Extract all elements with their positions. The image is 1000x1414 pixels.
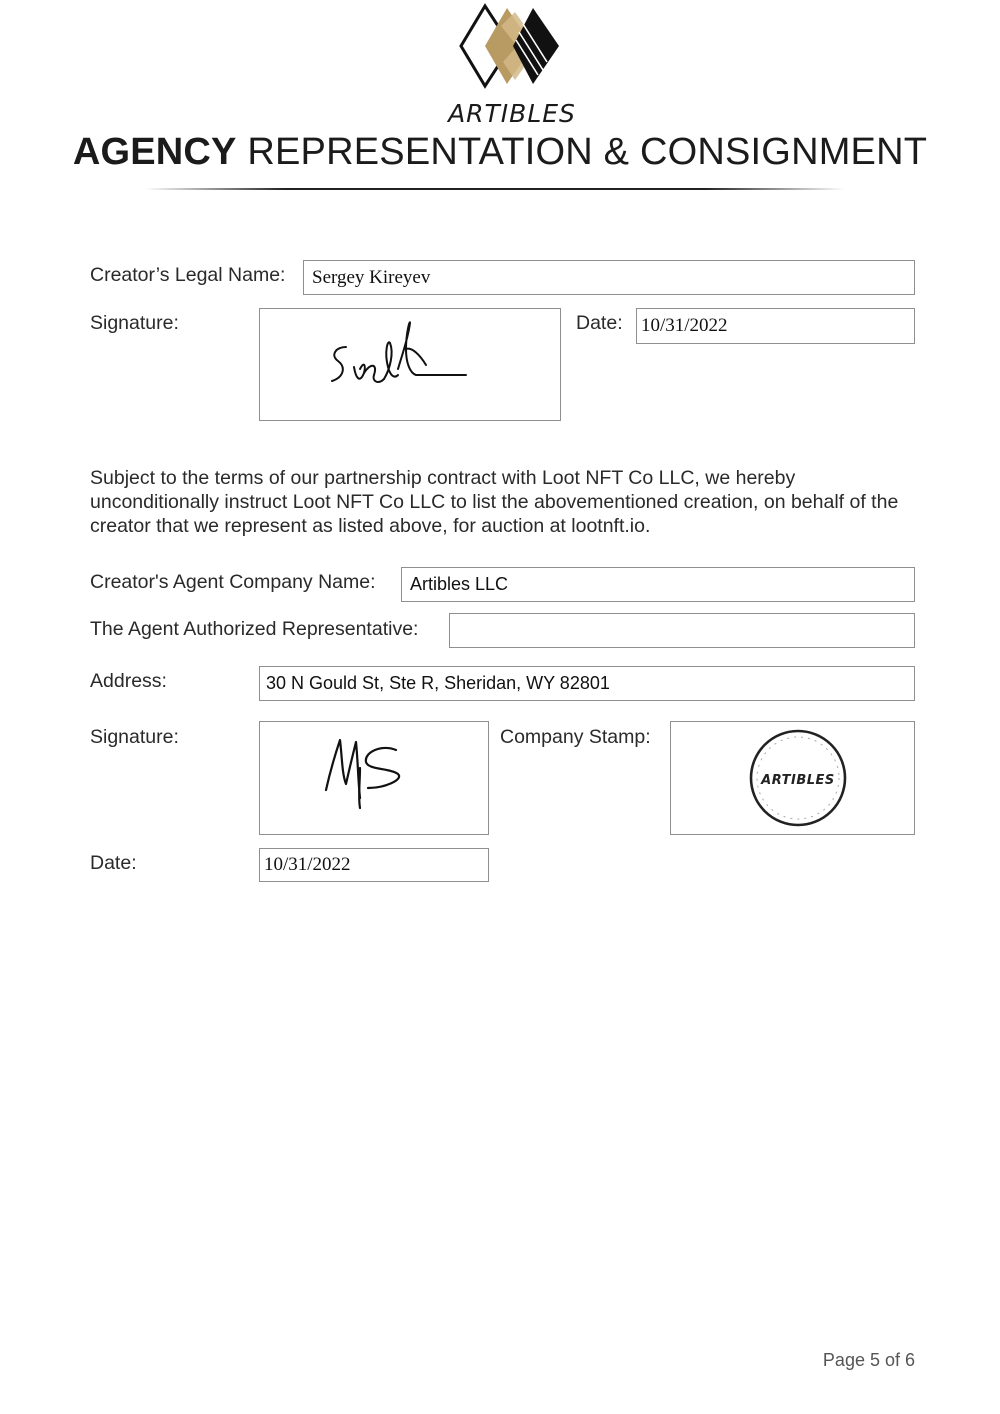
consignment-statement: Subject to the terms of our partnership contract with Loot NFT Co LLC, we hereby unconditionally instruct Loot NFT Co LLC to list the abovementioned creation, on behalf of the creator that we represent as listed above, for auction at lootnft.io. — [90, 467, 899, 537]
agent-company-label: Creator's Agent Company Name: — [90, 571, 376, 593]
creator-date-field[interactable]: 10/31/2022 — [636, 308, 915, 344]
legal-name-field[interactable]: Sergey Kireyev — [303, 260, 915, 295]
page-number: Page 5 of 6 — [822, 1350, 915, 1370]
title-rest: REPRESENTATION & CONSIGNMENT — [247, 131, 928, 173]
agent-date-label: Date: — [90, 852, 137, 874]
title-divider — [145, 188, 845, 190]
company-stamp-box[interactable] — [670, 721, 915, 835]
representative-label: The Agent Authorized Representative: — [90, 618, 419, 640]
representative-field[interactable] — [449, 613, 915, 648]
creator-signature-box[interactable] — [259, 308, 561, 421]
address-label: Address: — [90, 670, 167, 692]
company-stamp-image — [671, 722, 914, 834]
agent-signature-image — [260, 722, 488, 834]
company-stamp-label: Company Stamp: — [500, 726, 651, 748]
creator-signature-image — [260, 309, 560, 420]
title-bold: AGENCY — [72, 131, 237, 173]
agent-signature-box[interactable] — [259, 721, 489, 835]
page-title — [0, 133, 1000, 171]
creator-signature-label: Signature: — [90, 312, 179, 334]
stamp-text: ARTIBLES — [761, 773, 835, 788]
address-field[interactable]: 30 N Gould St, Ste R, Sheridan, WY 82801 — [259, 666, 915, 701]
agent-date-field[interactable]: 10/31/2022 — [259, 848, 489, 882]
agent-signature-label: Signature: — [90, 726, 179, 748]
creator-date-label: Date: — [576, 312, 623, 334]
artibles-logo — [448, 4, 576, 129]
legal-name-label: Creator’s Legal Name: — [90, 264, 286, 286]
logo-wordmark: ARTIBLES — [448, 99, 576, 128]
agent-company-field[interactable]: Artibles LLC — [401, 567, 915, 602]
